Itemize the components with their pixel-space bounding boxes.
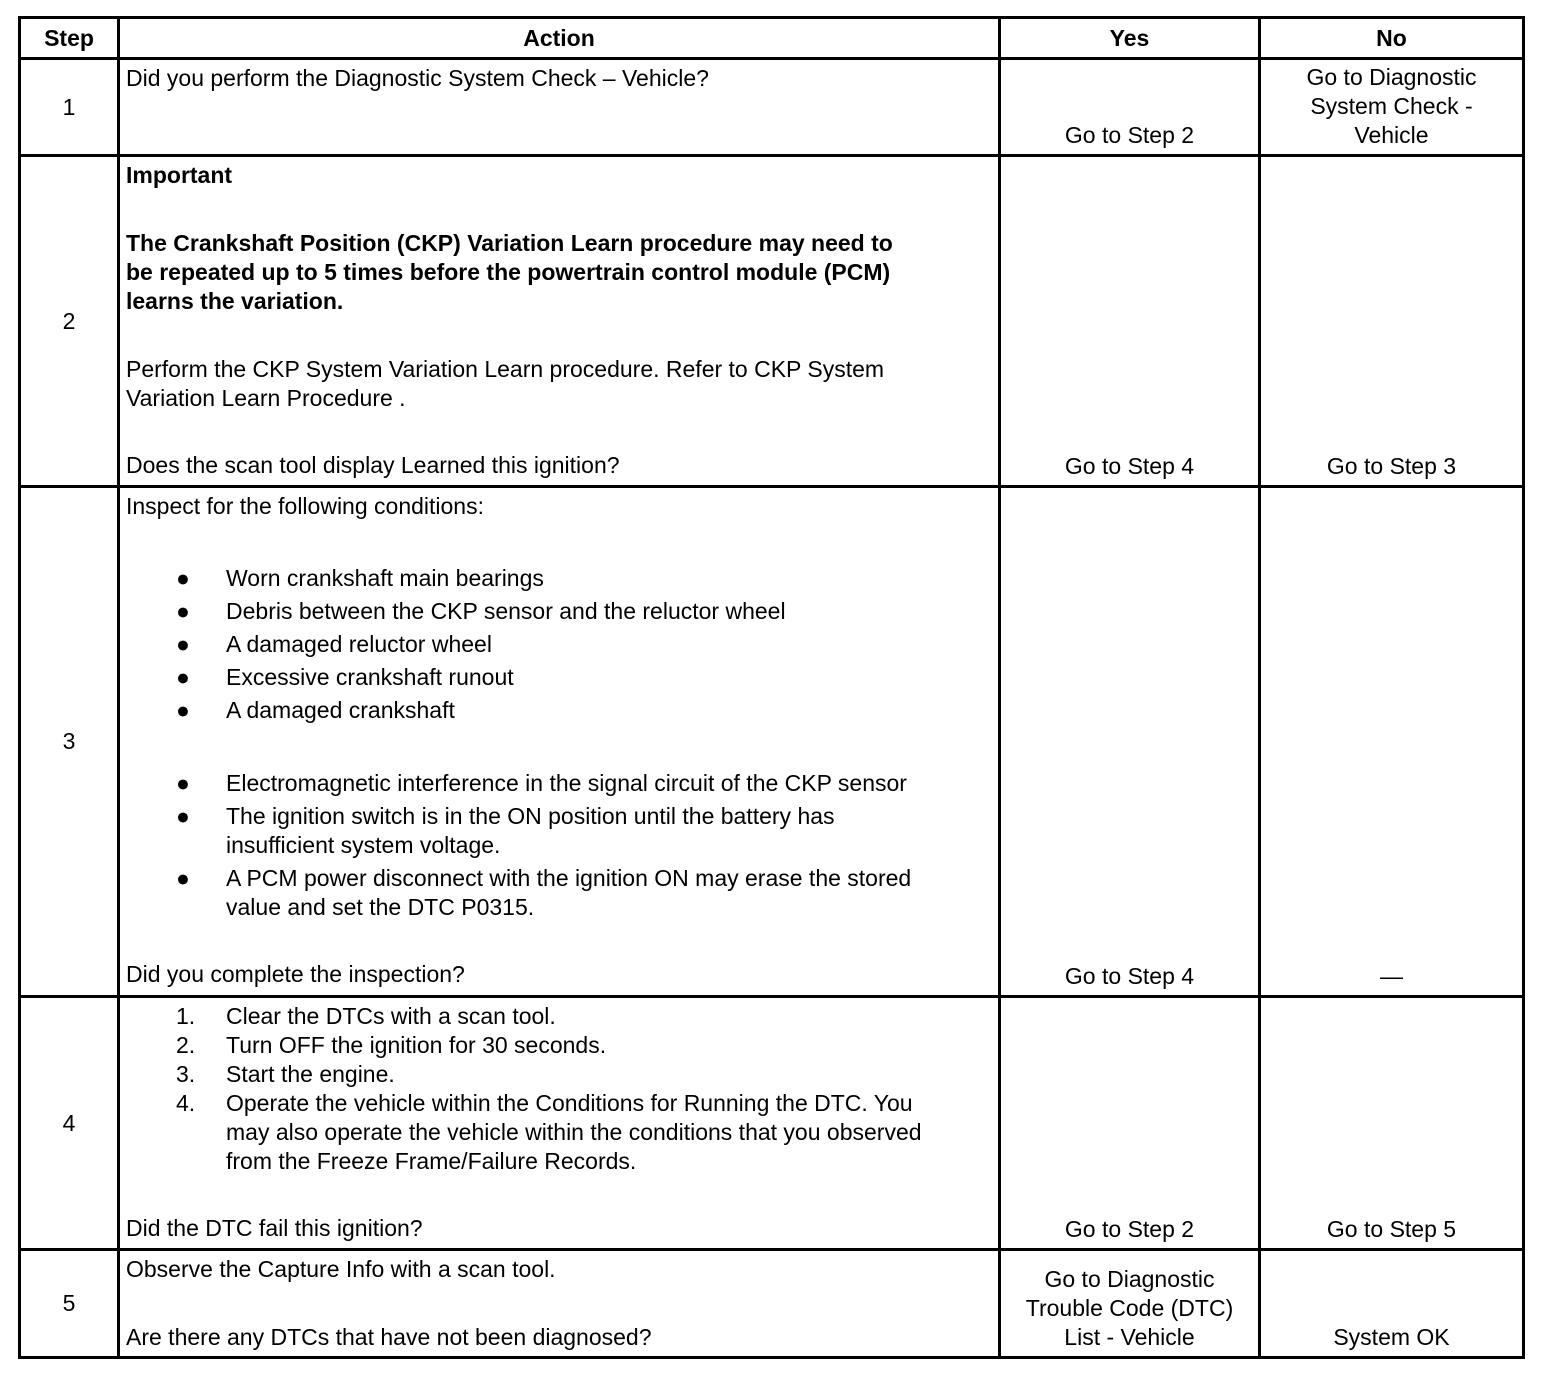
yes-cell: Go to Step 2 <box>1000 997 1260 1250</box>
bullet-icon: ● <box>176 697 190 723</box>
no-line: Go to Diagnostic <box>1306 64 1477 90</box>
action-cell <box>119 59 1000 156</box>
bullet-icon: ● <box>176 631 190 657</box>
yes-line: Trouble Code (DTC) <box>1025 1295 1234 1321</box>
header-step: Step <box>20 18 119 59</box>
bullet-icon: ● <box>176 565 190 591</box>
yes-cell <box>1000 1250 1260 1358</box>
step-number: 3 <box>20 487 119 997</box>
bullet-icon: ● <box>176 803 190 829</box>
header-row <box>20 18 1524 59</box>
yes-line: List - Vehicle <box>1064 1324 1195 1350</box>
no-cell: Go to Step 5 <box>1260 997 1524 1250</box>
important-line: The Crankshaft Position (CKP) Variation Learn procedure may need to <box>126 230 893 256</box>
action-cell: Inspect for the following conditions: ● Worn crankshaft main bearings ● Debris between the CKP sensor and the reluctor wheel ● A damaged reluctor wheel ● Excessive crankshaft runout ● A damaged crankshaft ● Electromagnetic interference in the signal circuit of the CKP sensor ● The ignition switch is in the ON position until the battery has insufficient system voltage. ● A PCM power disconnect with the ignition ON may erase the stored value and set the DTC P0315. Did you complete the inspection? <box>119 487 1000 997</box>
important-line: learns the variation. <box>126 288 344 314</box>
question-text: Did you complete the inspection? <box>126 961 465 987</box>
important-line: be repeated up to 5 times before the powertrain control module (PCM) <box>126 259 891 285</box>
intro-text: Inspect for the following conditions: <box>126 493 484 519</box>
table-row <box>20 59 1524 156</box>
question-text: Are there any DTCs that have not been diagnosed? <box>126 1324 652 1350</box>
item-number: 3. <box>176 1061 196 1087</box>
action-cell: 1. Clear the DTCs with a scan tool. 2. Turn OFF the ignition for 30 seconds. 3. Start the engine. 4. Operate the vehicle within the Conditions for Running the DTC. You may also operate the vehicle within the conditions that you observed from the Freeze Frame/Failure Records. Did the DTC fail this ignition? <box>119 997 1000 1250</box>
no-cell: System OK <box>1260 1250 1524 1358</box>
no-cell: Go to Step 3 <box>1260 156 1524 487</box>
bullet-icon: ● <box>176 598 190 624</box>
action-cell <box>119 1250 1000 1358</box>
yes-cell: Go to Step 2 <box>1000 59 1260 156</box>
bullet-icon: ● <box>176 770 190 796</box>
instruction-line: Variation Learn Procedure . <box>126 385 406 411</box>
step-number: 2 <box>20 156 119 487</box>
instruction-line: Perform the CKP System Variation Learn procedure. Refer to CKP System <box>126 356 885 382</box>
item-number: 1. <box>176 1003 196 1029</box>
table-row <box>20 1250 1524 1358</box>
no-line: Vehicle <box>1354 122 1429 148</box>
step-number: 1 <box>20 59 119 156</box>
no-cell <box>1260 59 1524 156</box>
question-text: Did you perform the Diagnostic System Check – Vehicle? <box>126 65 709 91</box>
yes-cell: Go to Step 4 <box>1000 156 1260 487</box>
question-text: Does the scan tool display Learned this ignition? <box>126 452 620 478</box>
header-no: No <box>1260 18 1524 59</box>
yes-line: Go to Diagnostic <box>1044 1266 1215 1292</box>
step-number: 5 <box>20 1250 119 1358</box>
header-action: Action <box>119 18 1000 59</box>
instruction-text: Observe the Capture Info with a scan tool. <box>126 1256 556 1282</box>
step-number: 4 <box>20 997 119 1250</box>
header-yes: Yes <box>1000 18 1260 59</box>
item-number: 4. <box>176 1090 196 1116</box>
table-row <box>20 487 1524 997</box>
diagnostic-table <box>18 16 1525 1359</box>
important-label: Important <box>126 162 233 188</box>
no-cell: — <box>1260 487 1524 997</box>
action-cell <box>119 156 1000 487</box>
no-line: System Check - <box>1310 93 1473 119</box>
bullet-icon: ● <box>176 664 190 690</box>
table-row <box>20 997 1524 1250</box>
question-text: Did the DTC fail this ignition? <box>126 1215 423 1241</box>
bullet-icon: ● <box>176 865 190 891</box>
item-number: 2. <box>176 1032 196 1058</box>
yes-cell: Go to Step 4 <box>1000 487 1260 997</box>
table-row <box>20 156 1524 487</box>
